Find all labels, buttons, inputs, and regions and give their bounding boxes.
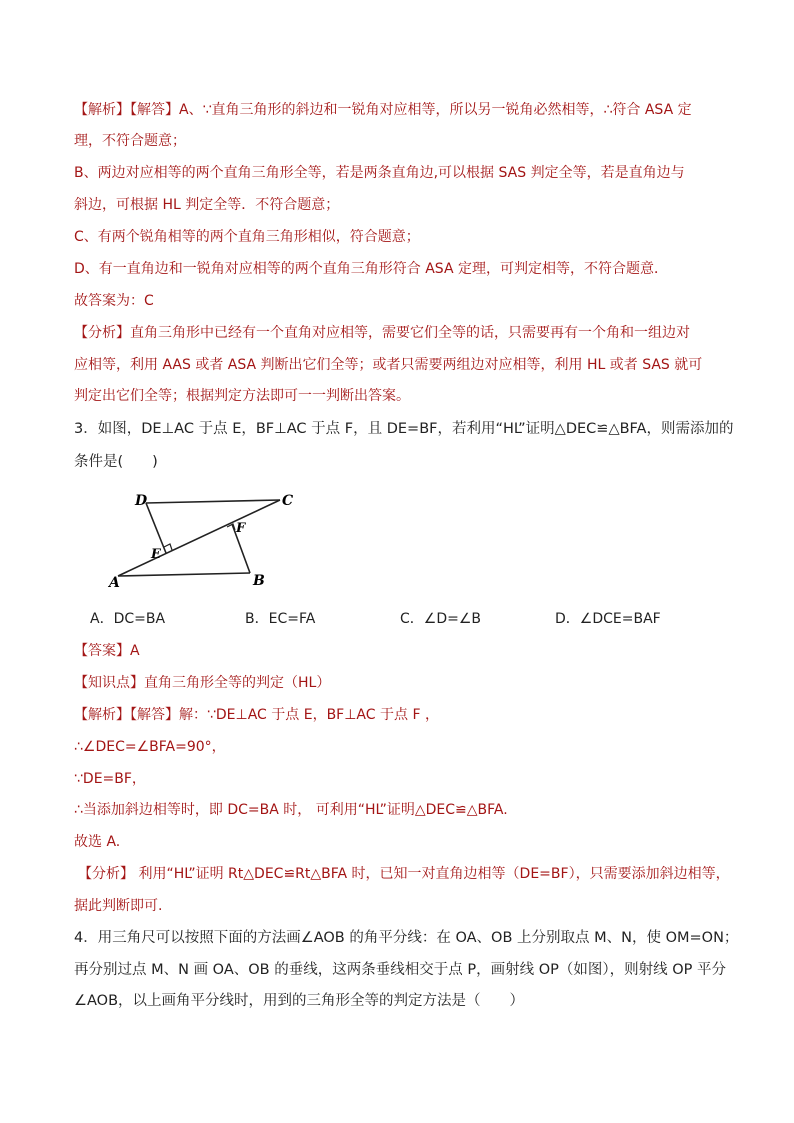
- label-b: B: [253, 573, 265, 588]
- label-e: E: [151, 547, 161, 562]
- solution-line-3: ∵DE=BF，: [74, 771, 146, 787]
- question-3-figure: [105, 488, 305, 588]
- analysis-line-6: D、有一直角边和一锐角对应相等的两个直角三角形符合 ASA 定理，可判定相等，不符合题意．: [74, 261, 668, 277]
- label-c: C: [282, 493, 294, 509]
- question-3-text-line-2: 条件是( ): [74, 454, 158, 470]
- question-4-text-line-3: ∠AOB，以上画角平分线时，用到的三角形全等的判定方法是（ ）: [74, 993, 525, 1009]
- question-4-text-line-1: 4．用三角尺可以按照下面的方法画∠AOB 的角平分线：在 OA、OB 上分别取点 M、N，使 OM=ON；: [74, 930, 739, 946]
- analysis-q3-line-1: 【分析】 利用“HL”证明 Rt△DEC≌Rt△BFA 时，已知一对直角边相等（DE=BF），只需要添加斜边相等，: [78, 866, 730, 882]
- analysis-q3-line-2: 据此判断即可.: [74, 898, 163, 914]
- segment-de: [146, 503, 166, 553]
- option-d[interactable]: D．∠DCE=BAF: [555, 611, 661, 627]
- analysis-summary-line-3: 判定出它们全等；根据判定方法即可一一判断出答案。: [74, 388, 410, 404]
- solution-line-1: 【解析】【解答】解：∵DE⊥AC 于点 E，BF⊥AC 于点 F ，: [74, 707, 439, 723]
- analysis-summary-line-2: 应相等，利用 AAS 或者 ASA 判断出它们全等；或者只需要两组边对应相等，利用 HL 或者 SAS 就可: [74, 357, 703, 373]
- knowledge-point-line: 【知识点】直角三角形全等的判定（HL）: [74, 675, 331, 691]
- answer-line: 【答案】A: [74, 643, 140, 659]
- solution-line-2: ∴∠DEC=∠BFA=90°，: [74, 739, 226, 755]
- label-d: D: [135, 493, 148, 509]
- label-a: A: [109, 575, 120, 588]
- analysis-line-5: C、有两个锐角相等的两个直角三角形相似，符合题意；: [74, 229, 420, 245]
- segment-dc: [146, 500, 280, 503]
- option-c[interactable]: C．∠D=∠B: [400, 611, 481, 627]
- analysis-line-4: 斜边，可根据 HL 判定全等．不符合题意；: [74, 197, 340, 213]
- analysis-line-1: 【解析】【解答】A、∵直角三角形的斜边和一锐角对应相等，所以另一锐角必然相等，∴符合 ASA 定: [74, 102, 692, 118]
- option-b[interactable]: B．EC=FA: [245, 611, 316, 627]
- solution-line-5: 故选 A.: [74, 834, 121, 850]
- question-3-text-line-1: 3．如图，DE⊥AC 于点 E，BF⊥AC 于点 F，且 DE=BF，若利用“HL”证明△DEC≌△BFA，则需添加的: [74, 421, 734, 437]
- analysis-line-2: 理，不符合题意；: [74, 133, 186, 149]
- solution-line-4: ∴当添加斜边相等时，即 DC=BA 时， 可利用“HL”证明△DEC≌△BFA.: [74, 802, 508, 818]
- analysis-line-3: B、两边对应相等的两个直角三角形全等，若是两条直角边,可以根据 SAS 判定全等，若是直角边与: [74, 165, 685, 181]
- segment-ab: [118, 573, 250, 576]
- label-f: F: [236, 521, 246, 536]
- segment-ac: [118, 500, 280, 576]
- question-4-text-line-2: 再分别过点 M、N 画 OA、OB 的垂线，这两条垂线相交于点 P，画射线 OP（如图），则射线 OP 平分: [74, 962, 726, 978]
- option-a[interactable]: A．DC=BA: [90, 611, 166, 627]
- analysis-summary-line-1: 【分析】直角三角形中已经有一个直角对应相等，需要它们全等的话，只需要再有一个角和一组边对: [74, 325, 690, 341]
- analysis-answer-line: 故答案为：C: [74, 293, 154, 309]
